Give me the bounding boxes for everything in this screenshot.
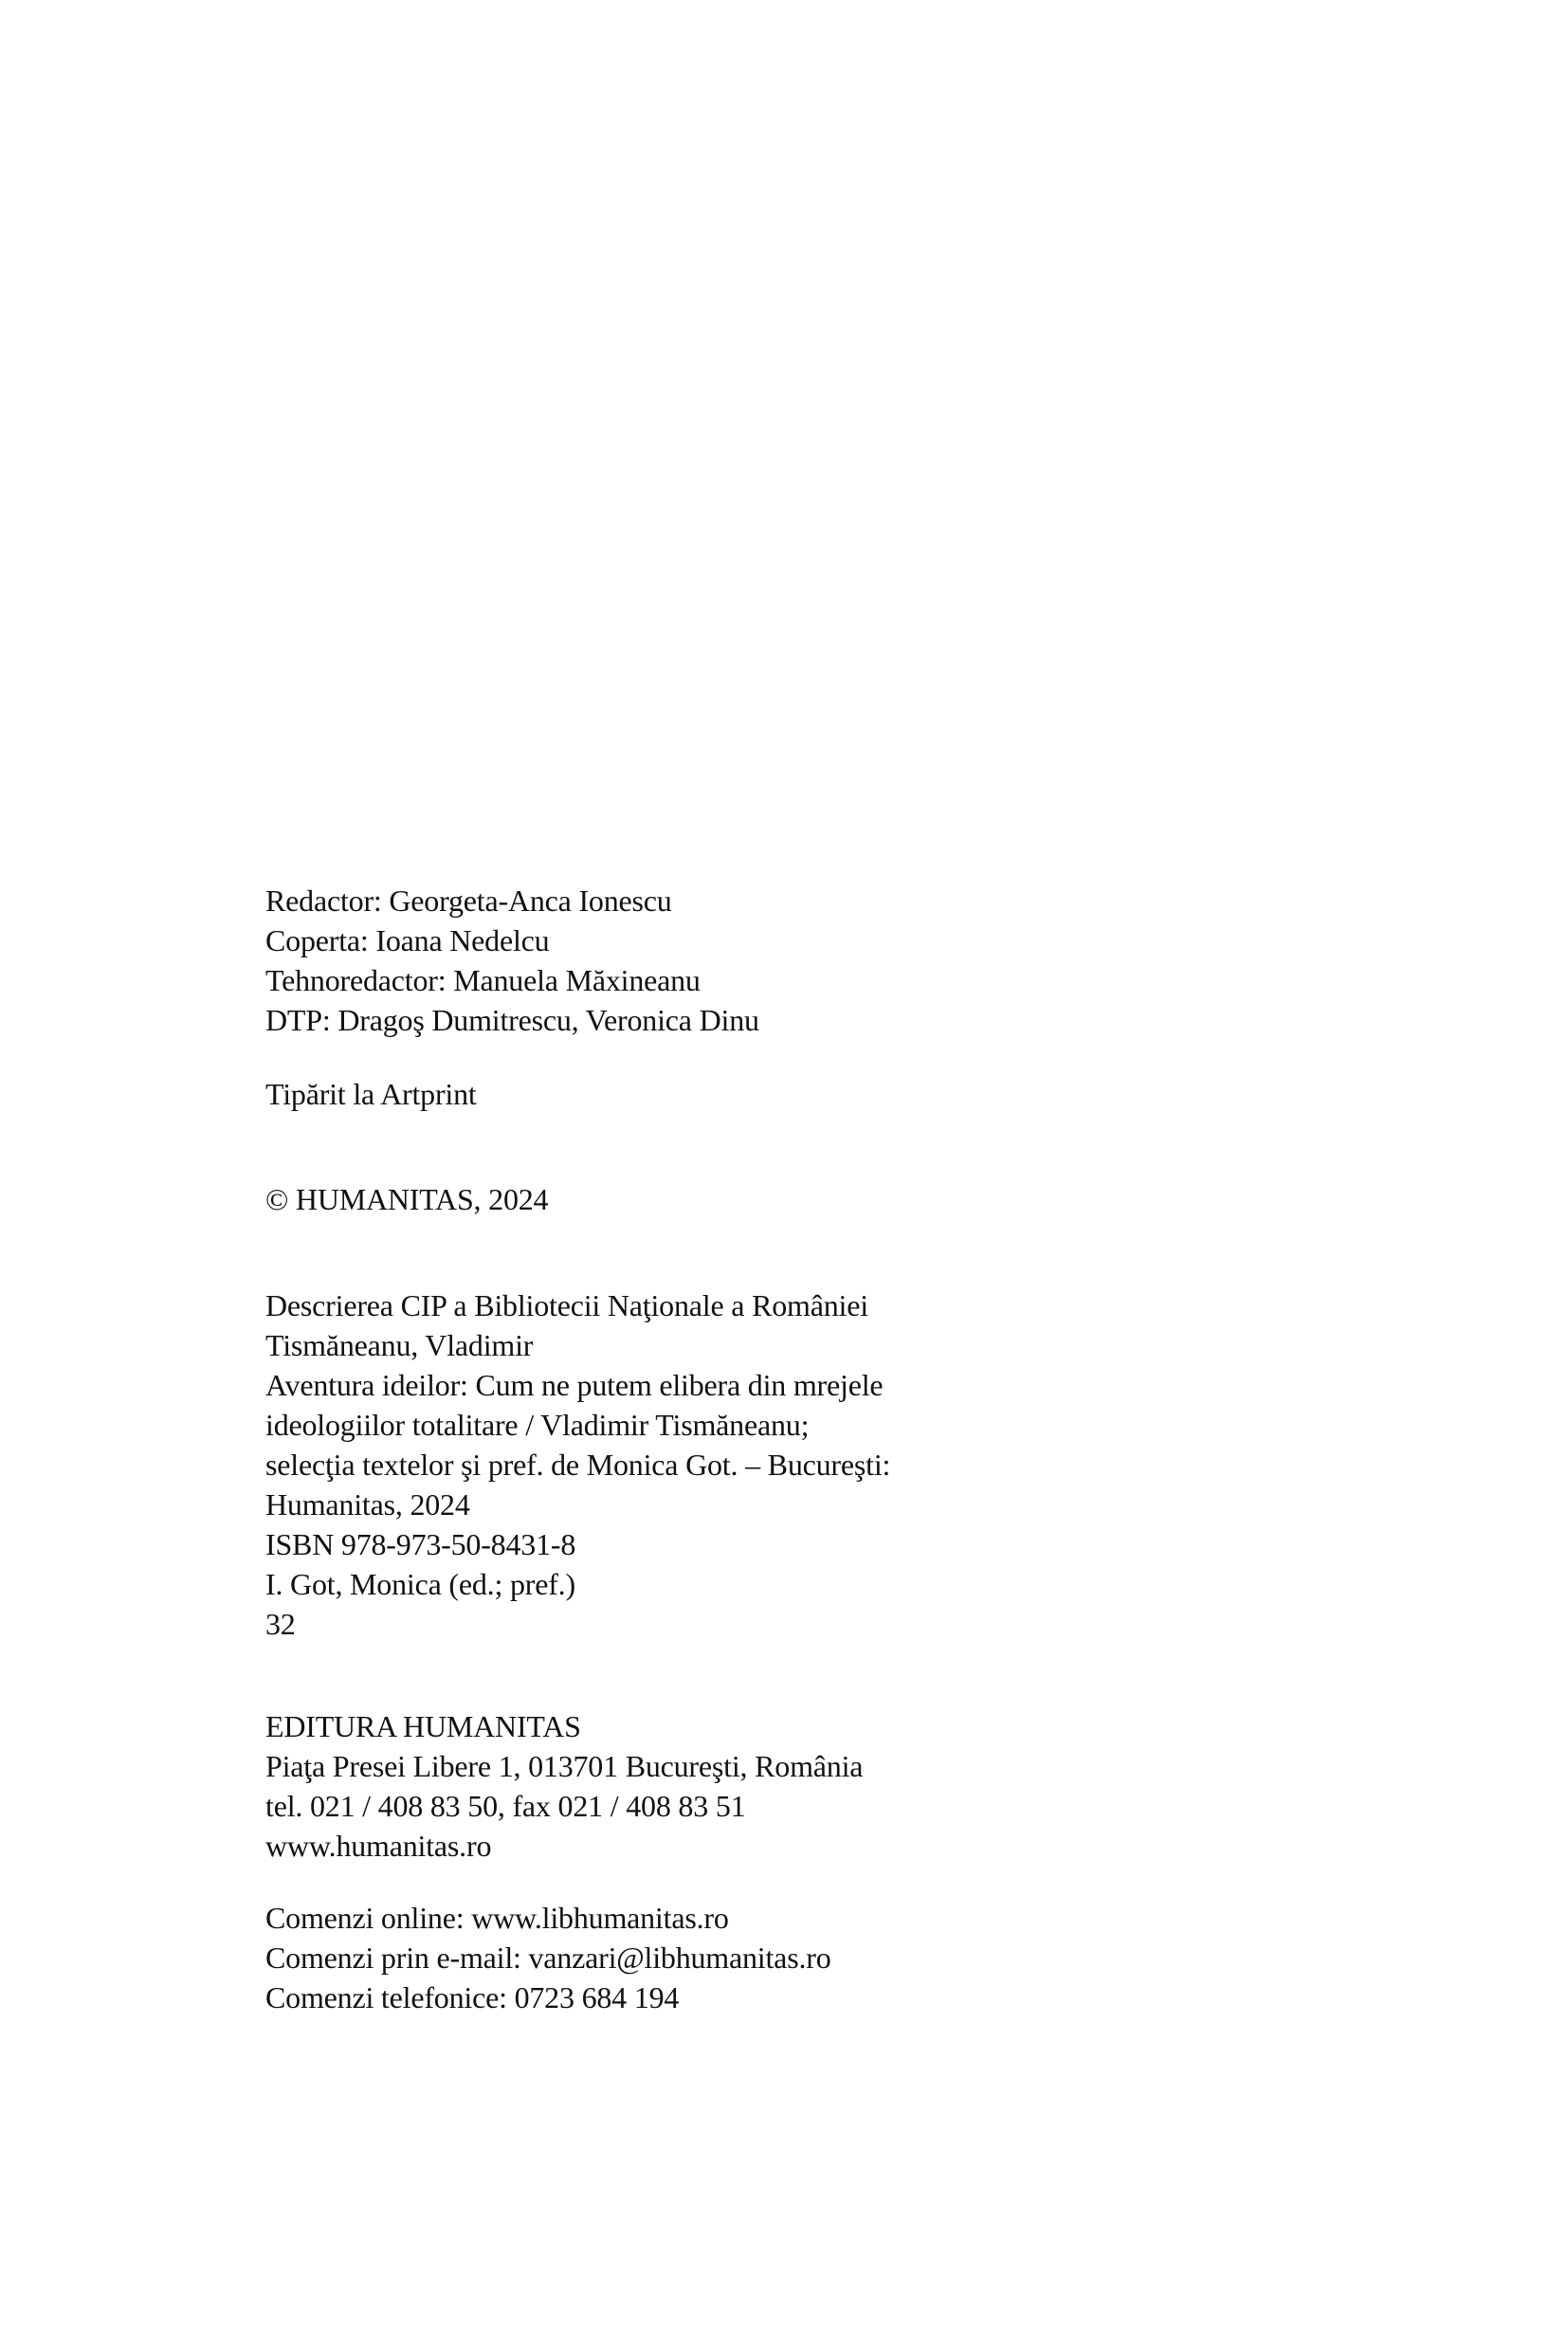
orders-block [265, 1898, 1213, 2017]
cip-classification: 32 [265, 1607, 296, 1641]
credit-cover: Coperta: Ioana Nedelcu [265, 923, 550, 957]
credits-block [265, 881, 1213, 1040]
cip-title-line-1: Aventura ideilor: Cum ne putem elibera din mrejele [265, 1368, 884, 1402]
publisher-name: EDITURA HUMANITAS [265, 1709, 581, 1743]
cip-author: Tismăneanu, Vladimir [265, 1328, 534, 1362]
orders-phone: Comenzi telefonice: 0723 684 194 [265, 1980, 680, 2014]
copyright-line: © HUMANITAS, 2024 [265, 1182, 549, 1216]
credit-editor: Redactor: Georgeta-Anca Ionescu [265, 884, 672, 918]
publisher-phone: tel. 021 / 408 83 50, fax 021 / 408 83 51 [265, 1789, 746, 1823]
publisher-block [265, 1706, 1213, 1866]
cip-publisher-year: Humanitas, 2024 [265, 1487, 470, 1522]
orders-online: Comenzi online: www.libhumanitas.ro [265, 1901, 729, 1935]
cip-contributor: I. Got, Monica (ed.; pref.) [265, 1567, 575, 1601]
credit-typesetter: Tehnoredactor: Manuela Măxineanu [265, 963, 701, 997]
copyright-block [265, 1179, 1213, 1219]
cip-block [265, 1285, 1213, 1644]
printer-block [265, 1074, 1213, 1114]
credit-dtp: DTP: Dragoş Dumitrescu, Veronica Dinu [265, 1003, 759, 1037]
publisher-website: www.humanitas.ro [265, 1829, 492, 1863]
cip-heading: Descrierea CIP a Bibliotecii Naţionale a României [265, 1288, 868, 1322]
cip-title-line-3: selecţia textelor şi pref. de Monica Got. – Bucureşti: [265, 1448, 891, 1482]
orders-email: Comenzi prin e-mail: vanzari@libhumanitas.ro [265, 1941, 831, 1975]
publisher-address: Piaţa Presei Libere 1, 013701 Bucureşti, România [265, 1749, 864, 1783]
printer-line: Tipărit la Artprint [265, 1077, 477, 1111]
cip-isbn: ISBN 978-973-50-8431-8 [265, 1527, 576, 1561]
cip-title-line-2: ideologiilor totalitare / Vladimir Tismăneanu; [265, 1408, 810, 1442]
